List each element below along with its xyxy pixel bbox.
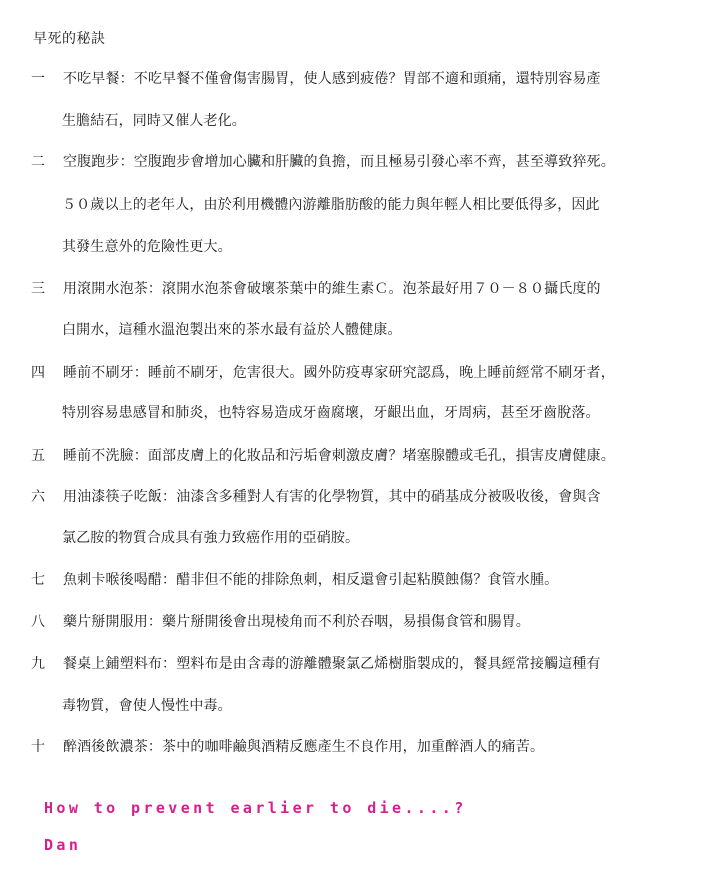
signature: Dan — [44, 836, 82, 854]
item-text-line: 用油漆筷子吃飯：油漆含多種對人有害的化學物質，其中的硝基成分被吸收後，會與含 — [63, 489, 601, 505]
item-number: 十 — [31, 739, 45, 755]
item-text-line: 用滾開水泡茶：滾開水泡茶會破壞茶葉中的維生素Ｃ。泡茶最好用７０－８０攝氏度的 — [63, 281, 601, 297]
item-number: 三 — [31, 281, 45, 297]
english-caption: How to prevent earlier to die....? — [44, 799, 467, 817]
item-number: 九 — [31, 656, 45, 672]
item-text-line: ５０歲以上的老年人，由於利用機體內游離脂肪酸的能力與年輕人相比要低得多，因此 — [62, 197, 600, 213]
item-text-line: 睡前不刷牙：睡前不刷牙，危害很大。國外防疫專家研究認爲，晚上睡前經常不刷牙者， — [63, 365, 615, 381]
item-text-line: 醉酒後飲濃茶：茶中的咖啡鹼與酒精反應產生不良作用，加重醉酒人的痛苦。 — [63, 739, 545, 755]
item-text-line: 生膽結石，同時又催人老化。 — [62, 113, 246, 129]
item-text-line: 白開水，這種水溫泡製出來的茶水最有益於人體健康。 — [62, 322, 402, 338]
item-text-line: 毒物質，會使人慢性中毒。 — [62, 698, 232, 714]
item-text-line: 特別容易患感冒和肺炎，也特容易造成牙齒腐壞，牙齦出血，牙周病，甚至牙齒脫落。 — [62, 405, 600, 421]
item-text-line: 空腹跑步：空腹跑步會增加心臟和肝臟的負擔，而且極易引發心率不齊，甚至導致猝死。 — [63, 154, 615, 170]
item-text-line: 餐桌上鋪塑料布：塑料布是由含毒的游離體聚氯乙烯樹脂製成的，餐具經常接觸這種有 — [63, 656, 601, 672]
document-title: 早死的秘訣 — [33, 31, 106, 47]
item-text-line: 魚刺卡喉後喝醋：醋非但不能的排除魚刺，相反還會引起粘膜蝕傷？食管水腫。 — [63, 572, 559, 588]
item-number: 二 — [31, 154, 45, 170]
item-text-line: 其發生意外的危險性更大。 — [62, 239, 232, 255]
item-number: 五 — [31, 448, 45, 464]
item-text-line: 不吃早餐：不吃早餐不僅會傷害腸胃，使人感到疲倦？胃部不適和頭痛，還特別容易產 — [63, 71, 601, 87]
item-text-line: 氯乙胺的物質合成具有強力致癌作用的亞硝胺。 — [62, 530, 360, 546]
item-text-line: 藥片掰開服用：藥片掰開後會出現棱角而不利於吞咽，易損傷食管和腸胃。 — [63, 614, 530, 630]
item-number: 四 — [31, 365, 45, 381]
item-number: 八 — [31, 614, 45, 630]
item-number: 七 — [31, 572, 45, 588]
item-number: 一 — [31, 71, 45, 87]
item-text-line: 睡前不洗臉：面部皮膚上的化妝品和污垢會刺激皮膚？堵塞腺體或毛孔，損害皮膚健康。 — [63, 448, 615, 464]
item-number: 六 — [31, 489, 45, 505]
